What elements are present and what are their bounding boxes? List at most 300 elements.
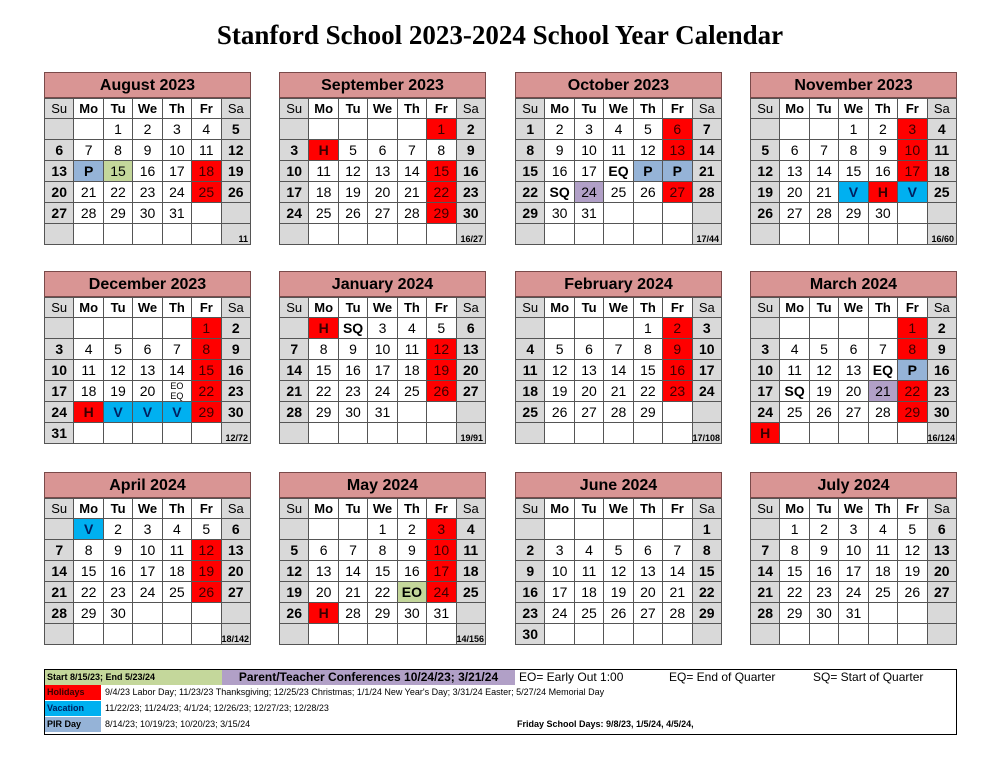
day-of-week-header: Tu	[574, 99, 603, 119]
day-cell: 6	[221, 519, 250, 540]
day-cell: 11	[397, 339, 426, 360]
day-of-week-header: Mo	[545, 499, 574, 519]
empty-day-cell	[280, 519, 309, 540]
day-of-week-header: Fr	[427, 99, 456, 119]
day-cell: 9	[868, 140, 897, 161]
day-cell: 12	[898, 540, 927, 561]
day-cell: 25	[162, 582, 191, 603]
day-of-week-header: Tu	[103, 499, 132, 519]
empty-day-cell	[927, 203, 956, 224]
day-of-week-header: Fr	[192, 499, 221, 519]
empty-day-cell	[780, 624, 809, 645]
day-cell: 6	[456, 318, 485, 339]
month-calendar	[750, 72, 957, 245]
day-cell: EO EQ	[162, 381, 191, 402]
day-cell: 6	[133, 339, 162, 360]
day-cell: V	[839, 182, 868, 203]
day-cell: 11	[604, 140, 633, 161]
day-cell: 20	[456, 360, 485, 381]
empty-day-cell	[397, 119, 426, 140]
empty-day-cell	[868, 224, 897, 245]
day-cell: 15	[692, 561, 721, 582]
empty-day-cell	[133, 318, 162, 339]
day-cell: 5	[103, 339, 132, 360]
day-cell: 24	[162, 182, 191, 203]
day-cell: 29	[192, 402, 221, 423]
day-cell: 21	[809, 182, 838, 203]
day-cell: SQ	[338, 318, 367, 339]
day-cell: 16	[545, 161, 574, 182]
empty-day-cell	[898, 203, 927, 224]
empty-day-cell	[309, 119, 338, 140]
empty-day-cell	[751, 318, 780, 339]
month-calendar	[44, 472, 251, 645]
day-cell: 18	[162, 561, 191, 582]
day-of-week-header: Sa	[456, 99, 485, 119]
day-of-week-header: Fr	[898, 99, 927, 119]
day-cell: 6	[663, 119, 692, 140]
day-cell: 27	[368, 203, 397, 224]
day-cell: 23	[221, 381, 250, 402]
day-cell: 4	[456, 519, 485, 540]
day-cell: 19	[604, 582, 633, 603]
day-cell: 6	[45, 140, 74, 161]
day-cell: 8	[839, 140, 868, 161]
day-cell: 25	[309, 203, 338, 224]
day-cell: 7	[45, 540, 74, 561]
day-cell: V	[103, 402, 132, 423]
month-title: July 2024	[750, 472, 957, 498]
day-cell: 8	[368, 540, 397, 561]
day-cell: 17	[45, 381, 74, 402]
day-cell: 4	[604, 119, 633, 140]
day-cell: 1	[368, 519, 397, 540]
day-cell: 9	[456, 140, 485, 161]
day-cell: 19	[221, 161, 250, 182]
legend-holidays-text: 9/4/23 Labor Day; 11/23/23 Thanksgiving; 12/25/23 Christmas; 1/1/24 New Year's Day; 3/31/24 Easter; 5/27/24 Memorial Day	[105, 687, 605, 697]
legend-pir-label: PIR Day	[45, 717, 101, 732]
day-cell: 24	[574, 182, 603, 203]
day-cell: 8	[427, 140, 456, 161]
day-cell: 19	[809, 381, 838, 402]
day-cell: 22	[368, 582, 397, 603]
day-cell: 4	[574, 540, 603, 561]
day-cell: 14	[692, 140, 721, 161]
day-cell: 23	[133, 182, 162, 203]
day-cell: 15	[633, 360, 662, 381]
day-cell: 15	[368, 561, 397, 582]
empty-day-cell	[898, 603, 927, 624]
legend-early-out: EO= Early Out 1:00	[519, 670, 624, 684]
day-cell: 17	[898, 161, 927, 182]
month-title: November 2023	[750, 72, 957, 98]
day-cell: 6	[309, 540, 338, 561]
day-cell: 2	[103, 519, 132, 540]
day-cell: 1	[633, 318, 662, 339]
day-cell: 26	[751, 203, 780, 224]
empty-day-cell	[663, 519, 692, 540]
day-of-week-header: We	[133, 298, 162, 318]
day-cell: 19	[103, 381, 132, 402]
day-of-week-header: Tu	[103, 298, 132, 318]
day-of-week-header: Su	[280, 499, 309, 519]
empty-day-cell	[45, 119, 74, 140]
day-of-week-header: Sa	[927, 99, 956, 119]
day-cell: 3	[368, 318, 397, 339]
month-title: August 2023	[44, 72, 251, 98]
month-calendar	[279, 72, 486, 245]
day-of-week-header: Su	[516, 99, 545, 119]
day-of-week-header: Fr	[663, 499, 692, 519]
empty-day-cell	[427, 402, 456, 423]
day-cell: 25	[516, 402, 545, 423]
day-cell: 26	[633, 182, 662, 203]
empty-day-cell	[103, 224, 132, 245]
day-of-week-header: Th	[868, 298, 897, 318]
day-cell: 6	[633, 540, 662, 561]
day-cell: 5	[545, 339, 574, 360]
empty-day-cell	[74, 624, 103, 645]
day-cell: 13	[633, 561, 662, 582]
empty-day-cell	[309, 519, 338, 540]
empty-day-cell	[574, 423, 603, 444]
day-cell: 24	[692, 381, 721, 402]
day-cell: 27	[839, 402, 868, 423]
day-cell: 22	[780, 582, 809, 603]
empty-day-cell	[809, 119, 838, 140]
day-cell: 14	[604, 360, 633, 381]
day-cell: EQ	[868, 360, 897, 381]
day-cell: 11	[192, 140, 221, 161]
day-cell: 8	[516, 140, 545, 161]
day-cell: 24	[133, 582, 162, 603]
day-cell: 9	[103, 540, 132, 561]
empty-day-cell	[604, 519, 633, 540]
day-of-week-header: Su	[751, 99, 780, 119]
empty-day-cell	[397, 624, 426, 645]
day-cell: 18	[397, 360, 426, 381]
day-cell: 2	[809, 519, 838, 540]
day-cell: 21	[74, 182, 103, 203]
day-cell: 20	[927, 561, 956, 582]
day-cell: 29	[368, 603, 397, 624]
day-cell: 18	[309, 182, 338, 203]
day-of-week-header: Mo	[309, 499, 338, 519]
day-cell: 14	[663, 561, 692, 582]
day-cell: 21	[280, 381, 309, 402]
empty-day-cell	[633, 203, 662, 224]
day-cell: 10	[839, 540, 868, 561]
day-cell: 21	[663, 582, 692, 603]
month-calendar	[279, 472, 486, 645]
empty-day-cell	[103, 318, 132, 339]
day-cell: 21	[868, 381, 897, 402]
school-day-count: 17/108	[692, 423, 721, 444]
day-cell: 25	[574, 603, 603, 624]
day-cell: 20	[780, 182, 809, 203]
day-cell: 2	[545, 119, 574, 140]
day-cell: 3	[545, 540, 574, 561]
day-cell: 29	[74, 603, 103, 624]
day-cell: 15	[839, 161, 868, 182]
day-cell: 22	[74, 582, 103, 603]
empty-day-cell	[545, 519, 574, 540]
day-cell: 28	[692, 182, 721, 203]
month-title: December 2023	[44, 271, 251, 297]
day-cell: 16	[456, 161, 485, 182]
legend-vacation-label: Vacation	[45, 701, 101, 716]
day-of-week-header: We	[368, 298, 397, 318]
day-cell: 13	[309, 561, 338, 582]
day-cell: 27	[663, 182, 692, 203]
day-cell: V	[162, 402, 191, 423]
day-cell: 19	[751, 182, 780, 203]
day-cell: 22	[103, 182, 132, 203]
school-day-count: 14/156	[456, 624, 485, 645]
day-of-week-header: We	[368, 99, 397, 119]
day-of-week-header: Tu	[809, 99, 838, 119]
day-of-week-header: Tu	[809, 499, 838, 519]
day-cell: 19	[338, 182, 367, 203]
day-cell: 8	[780, 540, 809, 561]
day-cell: 23	[103, 582, 132, 603]
day-cell: 17	[545, 582, 574, 603]
month-title: February 2024	[515, 271, 722, 297]
day-cell: P	[663, 161, 692, 182]
day-of-week-header: Tu	[103, 99, 132, 119]
day-cell: 5	[809, 339, 838, 360]
day-cell: 27	[927, 582, 956, 603]
day-cell: 10	[368, 339, 397, 360]
day-cell: 3	[692, 318, 721, 339]
empty-day-cell	[133, 603, 162, 624]
day-cell: H	[751, 423, 780, 444]
day-cell: 3	[751, 339, 780, 360]
day-cell: 3	[574, 119, 603, 140]
day-cell: 20	[633, 582, 662, 603]
empty-day-cell	[221, 603, 250, 624]
school-day-count: 12/72	[221, 423, 250, 444]
day-cell: 4	[74, 339, 103, 360]
day-cell: 27	[780, 203, 809, 224]
day-cell: 22	[309, 381, 338, 402]
empty-day-cell	[574, 519, 603, 540]
day-cell: 22	[427, 182, 456, 203]
day-cell: 12	[280, 561, 309, 582]
day-cell: 7	[280, 339, 309, 360]
empty-day-cell	[692, 402, 721, 423]
day-cell: 25	[604, 182, 633, 203]
day-cell: 13	[456, 339, 485, 360]
day-cell: 16	[133, 161, 162, 182]
day-cell: 7	[338, 540, 367, 561]
empty-day-cell	[309, 624, 338, 645]
day-cell: 28	[280, 402, 309, 423]
day-of-week-header: Fr	[192, 99, 221, 119]
day-cell: 24	[545, 603, 574, 624]
day-cell: H	[868, 182, 897, 203]
day-of-week-header: Mo	[545, 99, 574, 119]
day-of-week-header: Th	[633, 499, 662, 519]
day-cell: 8	[309, 339, 338, 360]
empty-day-cell	[809, 423, 838, 444]
day-of-week-header: Sa	[692, 99, 721, 119]
day-cell: 24	[427, 582, 456, 603]
day-cell: 30	[133, 203, 162, 224]
day-cell: 18	[927, 161, 956, 182]
school-day-count: 19/91	[456, 423, 485, 444]
day-of-week-header: Th	[397, 298, 426, 318]
day-cell: 22	[516, 182, 545, 203]
empty-day-cell	[309, 224, 338, 245]
day-cell: 23	[456, 182, 485, 203]
day-cell: 5	[280, 540, 309, 561]
day-cell: 28	[809, 203, 838, 224]
day-cell: 5	[751, 140, 780, 161]
day-cell: 21	[397, 182, 426, 203]
day-cell: 2	[516, 540, 545, 561]
empty-day-cell	[280, 624, 309, 645]
day-cell: 30	[545, 203, 574, 224]
day-cell: EQ	[604, 161, 633, 182]
day-cell: 21	[604, 381, 633, 402]
empty-day-cell	[427, 224, 456, 245]
empty-day-cell	[368, 119, 397, 140]
day-cell: H	[309, 140, 338, 161]
day-cell: H	[309, 603, 338, 624]
day-of-week-header: Mo	[545, 298, 574, 318]
day-cell: 10	[133, 540, 162, 561]
day-cell: 23	[663, 381, 692, 402]
day-cell: P	[898, 360, 927, 381]
day-cell: 28	[74, 203, 103, 224]
day-cell: 17	[692, 360, 721, 381]
day-of-week-header: Th	[162, 499, 191, 519]
day-cell: 20	[574, 381, 603, 402]
day-of-week-header: We	[839, 499, 868, 519]
day-cell: 19	[427, 360, 456, 381]
month-title: April 2024	[44, 472, 251, 498]
day-cell: 30	[338, 402, 367, 423]
day-cell: 13	[663, 140, 692, 161]
day-cell: 7	[751, 540, 780, 561]
empty-day-cell	[633, 423, 662, 444]
school-day-count: 16/27	[456, 224, 485, 245]
day-cell: 12	[545, 360, 574, 381]
day-cell: 19	[280, 582, 309, 603]
day-cell: 12	[751, 161, 780, 182]
day-cell: 24	[368, 381, 397, 402]
empty-day-cell	[397, 402, 426, 423]
month-title: January 2024	[279, 271, 486, 297]
day-cell: 12	[809, 360, 838, 381]
school-day-count	[692, 624, 721, 645]
day-of-week-header: Su	[516, 298, 545, 318]
day-cell: 23	[516, 603, 545, 624]
day-cell: 3	[133, 519, 162, 540]
day-of-week-header: We	[604, 499, 633, 519]
empty-day-cell	[839, 224, 868, 245]
day-of-week-header: Sa	[927, 298, 956, 318]
day-cell: 30	[927, 402, 956, 423]
day-cell: 28	[604, 402, 633, 423]
empty-day-cell	[280, 423, 309, 444]
empty-day-cell	[397, 423, 426, 444]
empty-day-cell	[74, 423, 103, 444]
day-cell: 22	[633, 381, 662, 402]
day-cell: 8	[692, 540, 721, 561]
school-day-count	[927, 624, 956, 645]
day-cell: 15	[103, 161, 132, 182]
day-cell: 26	[898, 582, 927, 603]
month-calendar	[515, 472, 722, 645]
day-cell: 17	[574, 161, 603, 182]
empty-day-cell	[545, 423, 574, 444]
legend-conferences: Parent/Teacher Conferences 10/24/23; 3/21/24	[222, 670, 515, 685]
day-cell: 12	[338, 161, 367, 182]
day-cell: 9	[338, 339, 367, 360]
day-cell: 27	[221, 582, 250, 603]
day-cell: 10	[545, 561, 574, 582]
day-cell: EO	[397, 582, 426, 603]
empty-day-cell	[427, 624, 456, 645]
day-cell: 29	[103, 203, 132, 224]
day-cell: P	[633, 161, 662, 182]
legend-start-end: Start 8/15/23; End 5/23/24	[45, 670, 222, 685]
day-cell: 16	[516, 582, 545, 603]
empty-day-cell	[633, 224, 662, 245]
day-cell: 22	[898, 381, 927, 402]
day-cell: 28	[45, 603, 74, 624]
day-of-week-header: We	[604, 298, 633, 318]
day-cell: 15	[309, 360, 338, 381]
day-cell: 12	[192, 540, 221, 561]
empty-day-cell	[368, 224, 397, 245]
day-cell: 9	[133, 140, 162, 161]
day-cell: 31	[839, 603, 868, 624]
day-of-week-header: Mo	[74, 99, 103, 119]
day-of-week-header: Th	[162, 99, 191, 119]
day-cell: 10	[45, 360, 74, 381]
day-cell: 2	[397, 519, 426, 540]
empty-day-cell	[221, 203, 250, 224]
empty-day-cell	[45, 624, 74, 645]
day-cell: 3	[45, 339, 74, 360]
empty-day-cell	[633, 624, 662, 645]
empty-day-cell	[868, 624, 897, 645]
day-cell: 14	[45, 561, 74, 582]
day-cell: 11	[162, 540, 191, 561]
day-cell: 2	[221, 318, 250, 339]
month-calendar	[44, 271, 251, 444]
day-cell: 14	[397, 161, 426, 182]
empty-day-cell	[868, 318, 897, 339]
empty-day-cell	[456, 402, 485, 423]
empty-day-cell	[898, 423, 927, 444]
empty-day-cell	[74, 119, 103, 140]
day-cell: 26	[545, 402, 574, 423]
day-cell: 9	[397, 540, 426, 561]
day-of-week-header: We	[839, 298, 868, 318]
empty-day-cell	[545, 224, 574, 245]
day-cell: 11	[780, 360, 809, 381]
day-cell: 10	[162, 140, 191, 161]
day-cell: 13	[839, 360, 868, 381]
day-cell: 20	[309, 582, 338, 603]
day-of-week-header: Th	[162, 298, 191, 318]
empty-day-cell	[427, 423, 456, 444]
day-cell: 3	[427, 519, 456, 540]
